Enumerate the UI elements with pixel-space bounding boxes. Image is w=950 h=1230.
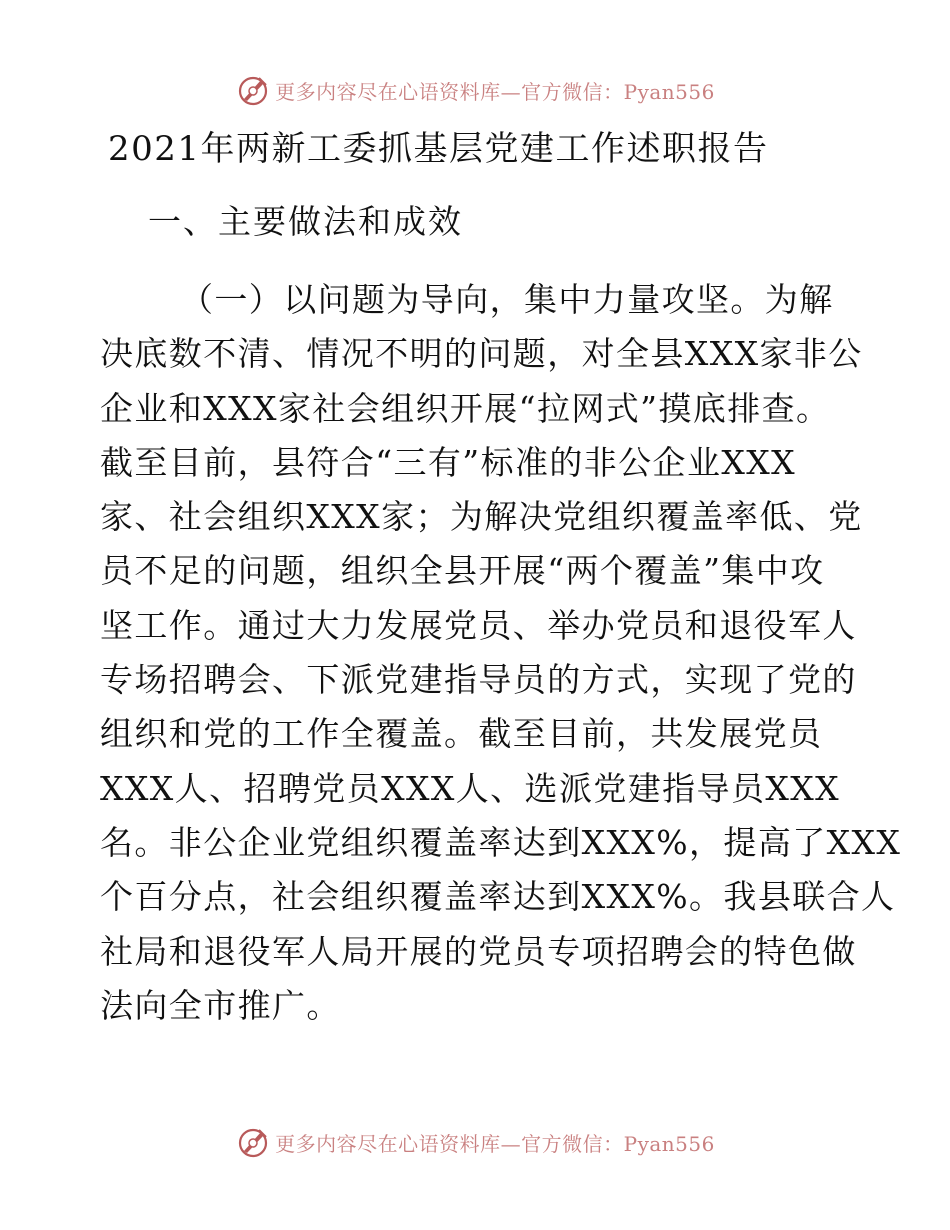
paragraph-line: 社局和退役军人局开展的党员专项招聘会的特色做 bbox=[100, 931, 857, 971]
watermark-header bbox=[0, 70, 950, 110]
watermark-text: 更多内容尽在心语资料库—官方微信：Pyan556 bbox=[275, 1131, 715, 1156]
paragraph-line: 个百分点，社会组织覆盖率达到XXX%。我县联合人 bbox=[100, 877, 896, 917]
paragraph-line: XXX人、招聘党员XXX人、选派党建指导员XXX bbox=[100, 768, 841, 808]
paragraph-line: 名。非公企业党组织覆盖率达到XXX%，提高了XXX bbox=[100, 822, 902, 862]
paragraph-line: 组织和党的工作全覆盖。截至目前，共发展党员 bbox=[100, 714, 823, 754]
paragraph-line: 法向全市推广。 bbox=[100, 985, 341, 1025]
paragraph-line: 专场招聘会、下派党建指导员的方式，实现了党的 bbox=[100, 660, 857, 700]
document-title: 2021年两新工委抓基层党建工作述职报告 bbox=[108, 129, 769, 169]
watermark-footer bbox=[0, 1122, 950, 1162]
paragraph-line: 家、社会组织XXX家；为解决党组织覆盖率低、党 bbox=[100, 497, 863, 537]
section-heading: 一、主要做法和成效 bbox=[148, 202, 463, 241]
paragraph-line: 截至目前，县符合“三有”标准的非公企业XXX bbox=[100, 442, 797, 482]
paragraph-line: 决底数不清、情况不明的问题，对全县XXX家非公 bbox=[100, 334, 863, 374]
paragraph-line: 员不足的问题，组织全县开展“两个覆盖”集中攻 bbox=[100, 551, 825, 591]
body-paragraph bbox=[100, 275, 902, 1035]
quill-seal-icon bbox=[235, 1124, 271, 1160]
watermark-text: 更多内容尽在心语资料库—官方微信：Pyan556 bbox=[275, 79, 715, 104]
paragraph-line: 企业和XXX家社会组织开展“拉网式”摸底排查。 bbox=[100, 388, 831, 428]
quill-seal-icon bbox=[235, 72, 271, 108]
paragraph-line: （一）以问题为导向，集中力量攻坚。为解 bbox=[180, 280, 834, 319]
paragraph-line: 坚工作。通过大力发展党员、举办党员和退役军人 bbox=[100, 605, 857, 645]
